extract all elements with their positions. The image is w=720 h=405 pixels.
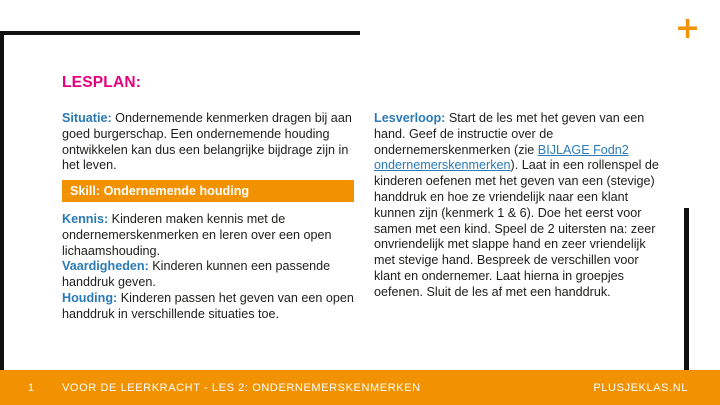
houding-label: Houding: xyxy=(62,290,118,305)
lesverloop-label: Lesverloop: xyxy=(374,111,446,125)
learning-goals xyxy=(62,212,358,323)
vaardigheden-text: Kinderen kunnen een passende handdruk geven. xyxy=(62,259,331,290)
houding-paragraph xyxy=(62,291,358,323)
situatie-label: Situatie: xyxy=(62,111,112,125)
page-title: LESPLAN: xyxy=(62,74,142,91)
bijlage-link[interactable]: BIJLAGE Fodn2 ondernemerskenmerken xyxy=(374,142,629,173)
houding-text: Kinderen passen het geven van een open handdruk in verschillende situaties toe. xyxy=(62,290,354,321)
vaardigheden-paragraph xyxy=(62,259,358,291)
top-divider-bar xyxy=(0,31,360,35)
lesverloop-text-1: Start de les met het geven van een hand. Geef de instructie over de ondernemerskenmerken (zie xyxy=(374,111,645,157)
right-divider-bar xyxy=(684,208,689,370)
lesverloop-paragraph xyxy=(374,111,666,301)
skill-badge: Skill: Ondernemende houding xyxy=(62,180,354,202)
kennis-text: Kinderen maken kennis met de ondernemerskenmerken en leren over een open lichaamshouding. xyxy=(62,212,332,258)
left-divider-bar xyxy=(0,31,4,381)
kennis-label: Kennis: xyxy=(62,212,109,226)
kennis-paragraph xyxy=(62,212,358,259)
vaardigheden-label: Vaardigheden: xyxy=(62,259,149,274)
situatie-paragraph xyxy=(62,111,358,174)
page-number: 1 xyxy=(28,382,35,394)
plus-icon: + xyxy=(675,11,701,46)
footer-website[interactable]: PLUSJEKLAS.NL xyxy=(593,382,688,394)
footer-lesson-title: VOOR DE LEERKRACHT - LES 2: ONDERNEMERSKENMERKEN xyxy=(62,382,421,394)
situatie-text: Ondernemende kenmerken dragen bij aan goed burgerschap. Een ondernemende houding ontwikkelen kan dus een belangrijke bijdrage zijn in het leven. xyxy=(62,111,352,173)
lesverloop-text-2: ). Laat in een rollenspel de kinderen oefenen met het geven van een (stevige) handdruk en hoe ze vriendelijk naar een klant kunnen zijn (kenmerk 1 & 6). Doe het eerst voor samen met een kind. Speel de 2 uitersten na: zeer onvriendelijk met slappe hand en zeer vriendelijk met stevige hand. Bespreek de verschillen voor klant en ondernemer. Laat hierna in groepjes oefenen. Sluit de les af met een handdruk. xyxy=(374,158,659,299)
